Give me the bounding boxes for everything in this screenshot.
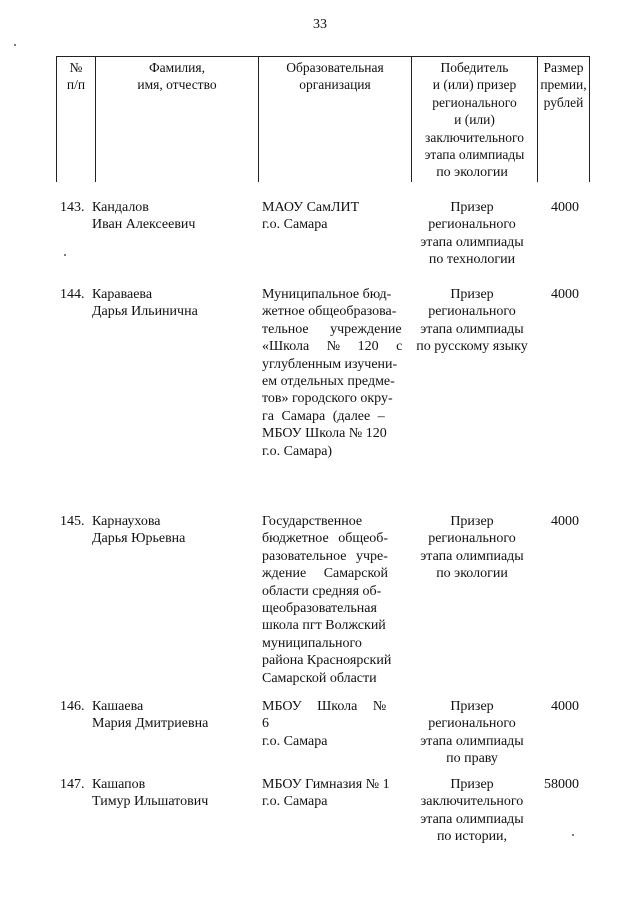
carry-over-text: по экологии (436, 165, 508, 180)
winner-status (408, 513, 536, 583)
row-number: 145. (60, 514, 85, 529)
org-line: тельное учреждение (262, 321, 402, 337)
prize-amount: 4000 (551, 287, 579, 302)
name-line: Кашапов (92, 777, 146, 792)
name-line: Иван Алексеевич (92, 217, 196, 233)
status-line: Призер (450, 514, 494, 529)
scan-speck (572, 834, 574, 836)
header-text: регионального (432, 94, 517, 110)
org-line: ждение Самарской (262, 566, 389, 582)
prize-amount: 4000 (551, 699, 579, 714)
org-line: ем отдельных предме- (262, 374, 395, 390)
org-line: г.о. Самара) (262, 443, 333, 459)
prize-amount: 4000 (551, 514, 579, 529)
winner-status (408, 776, 536, 846)
org-line: г.о. Самара (262, 794, 328, 810)
header-name (96, 57, 258, 182)
status-line: этапа олимпиады (420, 234, 524, 250)
org-line: Муниципальное бюд- (262, 287, 392, 302)
status-line: регионального (428, 304, 516, 320)
header-text: п/п (66, 77, 86, 93)
scan-speck (64, 254, 66, 256)
row-number: 146. (60, 699, 85, 714)
org-line: разовательное учре- (262, 548, 388, 564)
prize-amount: 4000 (551, 200, 579, 215)
status-line: этапа олимпиады (420, 321, 524, 337)
org-line: «Школа № 120 с (262, 339, 403, 355)
name-line: Кашаева (92, 699, 144, 714)
name-line: Тимур Ильшатович (92, 794, 209, 810)
status-line: по русскому языку (416, 339, 528, 355)
winner-status (408, 286, 536, 356)
organization (262, 776, 408, 811)
org-line: МАОУ СамЛИТ (262, 200, 360, 215)
organization (262, 698, 408, 750)
organization (262, 199, 408, 234)
header-text: организация (299, 77, 371, 93)
participant-name (92, 286, 257, 321)
status-line: этапа олимпиады (420, 811, 524, 827)
participant-name (92, 776, 257, 811)
org-line: района Красноярский (262, 653, 392, 669)
status-line: Призер (450, 777, 494, 792)
name-line: Мария Дмитриевна (92, 716, 209, 732)
row-number: 147. (60, 777, 85, 792)
name-line: Дарья Ильинична (92, 304, 198, 320)
name-line: Карнаухова (92, 514, 161, 529)
header-text: Образовательная (286, 60, 384, 75)
header-num (57, 57, 95, 182)
winner-status (408, 199, 536, 269)
participant-name (92, 513, 257, 548)
participant-name (92, 698, 257, 733)
org-line: области средняя об- (262, 583, 382, 599)
org-line: муниципального (262, 635, 362, 651)
org-line: школа пгт Волжский (262, 618, 386, 634)
status-line: по экологии (436, 566, 508, 582)
header-text: премии, (540, 77, 587, 93)
org-line: МБОУ Школа № 120 (262, 426, 387, 442)
org-line: тов» городского окру- (262, 391, 393, 407)
status-line: по истории, (436, 829, 508, 845)
status-line: заключительного (420, 794, 524, 810)
header-text: имя, отчество (137, 77, 217, 93)
header-text: и (или) призер (432, 77, 517, 93)
participant-name (92, 199, 257, 234)
org-line: Самарской области (262, 670, 377, 686)
organization (262, 286, 408, 460)
name-line: Дарья Юрьевна (92, 531, 186, 547)
org-line: бюджетное общеоб- (262, 531, 389, 547)
org-line: жетное общеобразова- (262, 304, 397, 320)
organization (262, 513, 408, 687)
prize-amount: 58000 (544, 777, 579, 792)
status-line: этапа олимпиады (420, 548, 524, 564)
org-line: щеобразовательная (262, 601, 377, 617)
org-line: г.о. Самара (262, 733, 328, 749)
winner-status (408, 698, 536, 768)
name-line: Караваева (92, 287, 153, 302)
header-text: Размер (543, 60, 584, 75)
status-line: по технологии (428, 252, 516, 268)
header-prize (538, 57, 589, 182)
status-line: регионального (428, 716, 516, 732)
status-line: Призер (450, 287, 494, 302)
row-number: 143. (60, 200, 85, 215)
status-line: этапа олимпиады (420, 733, 524, 749)
org-line: углубленным изучени- (262, 356, 398, 372)
status-line: регионального (428, 217, 516, 233)
org-line: г.о. Самара (262, 217, 328, 233)
header-text: Победитель (440, 60, 509, 75)
org-line: МБОУ Школа № 6 (262, 699, 387, 732)
scan-speck (14, 44, 16, 46)
status-line: Призер (450, 200, 494, 215)
status-line: Призер (450, 699, 494, 714)
header-text: заключительного (425, 129, 524, 145)
org-line: МБОУ Гимназия № 1 (262, 777, 390, 792)
header-text: этапа олимпиады (424, 147, 525, 163)
name-line: Кандалов (92, 200, 149, 215)
page-number: 33 (313, 17, 327, 32)
header-text: № (69, 60, 83, 75)
header-org (259, 57, 411, 182)
row-number: 144. (60, 287, 85, 302)
org-line: Государственное (262, 514, 363, 529)
header-text: рублей (543, 94, 584, 110)
header-text: и (или) (454, 112, 495, 128)
header-text: Фамилия, (149, 60, 205, 75)
org-line: га Самара (далее – (262, 408, 385, 424)
status-line: по праву (446, 751, 498, 767)
status-line: регионального (428, 531, 516, 547)
